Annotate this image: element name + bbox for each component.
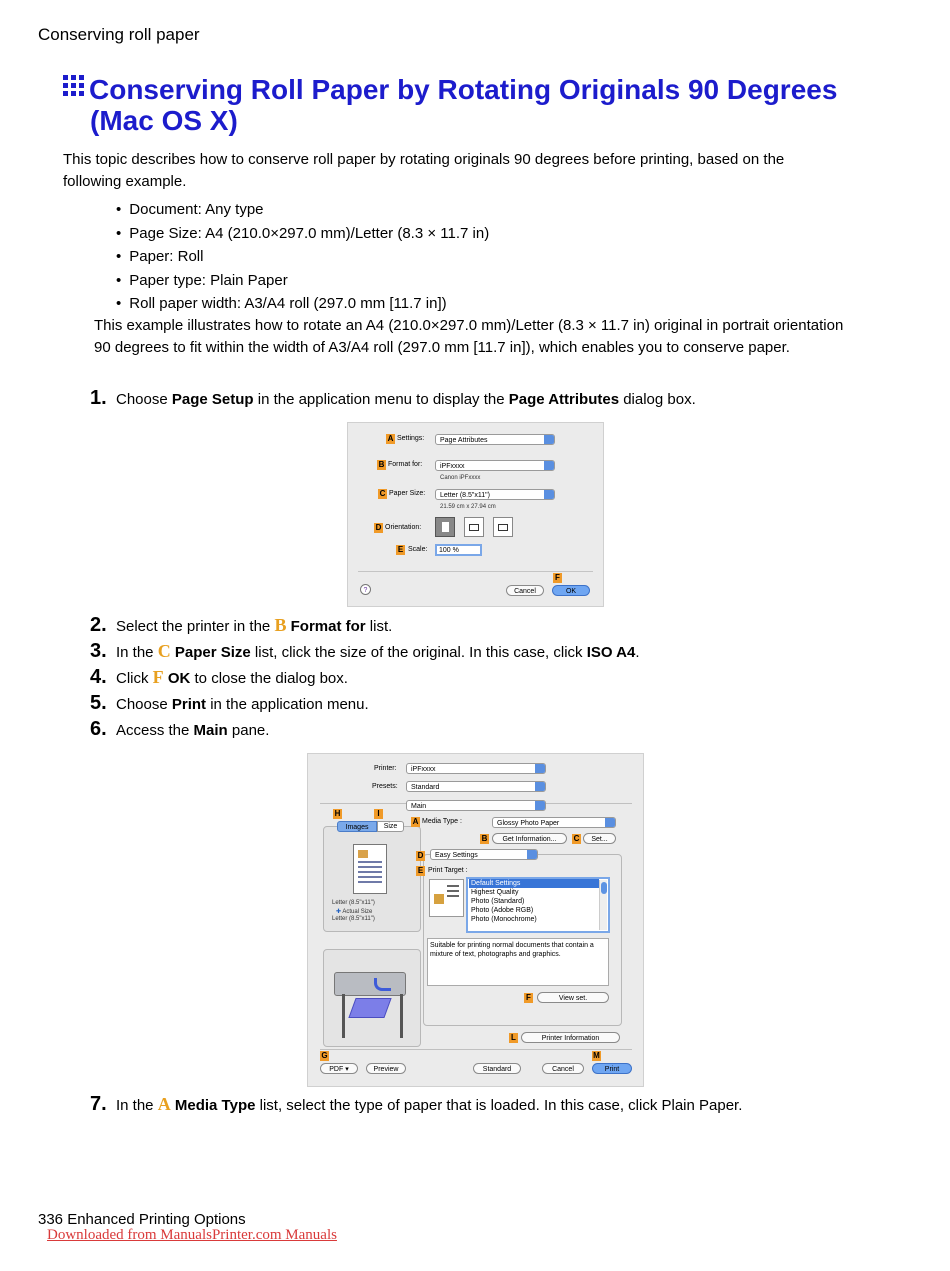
list-item: • Roll paper width: A3/A4 roll (297.0 mm [11.7 in])	[116, 292, 489, 316]
tab-size[interactable]: Size	[377, 821, 404, 832]
callout-m: M	[593, 1051, 600, 1060]
list-item[interactable]: Highest Quality	[471, 889, 519, 896]
view-set-button[interactable]: View set.	[537, 992, 609, 1003]
callout-l: L	[509, 1033, 518, 1043]
printer-illustration	[323, 949, 421, 1047]
target-preview-icon	[429, 879, 464, 917]
tab-images[interactable]: Images	[337, 821, 377, 832]
callout-f: F	[553, 573, 562, 583]
list-item[interactable]: Photo (Monochrome)	[471, 916, 537, 923]
callout-f: F	[524, 993, 533, 1003]
running-header: Conserving roll paper	[38, 25, 200, 44]
cancel-button[interactable]: Cancel	[506, 585, 544, 596]
list-item: • Paper type: Plain Paper	[116, 269, 489, 293]
page-attributes-dialog: A Settings: Page Attributes B Format for: iPFxxxx Canon iPFxxxx C Paper Size: Letter (8.5"x11") 21.59 cm x 27.94 cm D Orientation: E Scale: 100 % F ? Cancel OK	[347, 422, 604, 607]
callout-c: C	[573, 834, 580, 843]
intro-paragraph: This topic describes how to conserve roll paper by rotating originals 90 degrees before printing, based on the following example.	[63, 151, 785, 190]
callout-d: D	[417, 851, 424, 860]
title-line2: (Mac OS X)	[90, 105, 238, 136]
list-item: • Document: Any type	[116, 198, 489, 222]
title-line1: Conserving Roll Paper by Rotating Originals 90 Degrees	[89, 74, 838, 105]
callout-e: E	[397, 545, 404, 554]
divider	[320, 1049, 632, 1050]
easy-settings-select[interactable]: Easy Settings	[430, 849, 538, 860]
print-target-list[interactable]	[466, 877, 610, 933]
settings-select[interactable]: Page Attributes	[435, 434, 555, 445]
ok-button[interactable]: OK	[552, 585, 590, 596]
callout-c: C	[379, 489, 386, 498]
step-7: 7. In the A Media Type list, select the type of paper that is loaded. In this case, click Plain Paper.	[90, 1093, 743, 1115]
callout-i: I	[374, 809, 383, 819]
callout-e: E	[417, 866, 424, 875]
callout-a: A	[412, 817, 419, 826]
list-item[interactable]: Photo (Adobe RGB)	[471, 907, 534, 914]
callout-b: B	[481, 834, 488, 843]
callout-b: B	[378, 460, 385, 469]
page-title	[63, 74, 883, 136]
printer-information-button[interactable]: Printer Information	[521, 1032, 620, 1043]
pane-select[interactable]: Main	[406, 800, 546, 811]
pdf-button[interactable]: PDF ▾	[320, 1063, 358, 1074]
portrait-orientation-icon[interactable]	[435, 517, 455, 537]
divider	[358, 571, 593, 572]
landscape-right-orientation-icon[interactable]	[493, 517, 513, 537]
step-3: 3. In the C Paper Size list, click the size of the original. In this case, click ISO A4.	[90, 640, 640, 662]
callout-a: A	[387, 434, 394, 443]
cancel-button[interactable]: Cancel	[542, 1063, 584, 1074]
standard-button[interactable]: Standard	[473, 1063, 521, 1074]
help-button[interactable]: ?	[360, 584, 371, 595]
actual-size-label: ✚ Actual Size	[336, 909, 373, 915]
page-thumbnail	[353, 844, 387, 894]
list-item[interactable]: Photo (Standard)	[471, 898, 525, 905]
section-grid-icon	[63, 75, 85, 97]
set-button[interactable]: Set...	[583, 833, 616, 844]
paper-size-select[interactable]: Letter (8.5"x11")	[435, 489, 555, 500]
callout-h: H	[334, 809, 341, 818]
download-link[interactable]: Downloaded from ManualsPrinter.com Manuals	[47, 1227, 337, 1243]
list-item[interactable]: Default Settings	[469, 879, 599, 888]
list-item: • Paper: Roll	[116, 245, 489, 269]
printer-select[interactable]: iPFxxxx	[406, 763, 546, 774]
callout-d: D	[375, 523, 382, 532]
format-for-select[interactable]: iPFxxxx	[435, 460, 555, 471]
example-list	[116, 198, 489, 316]
description-box: Suitable for printing normal documents that contain a mixture of text, photographs and graphics.	[427, 938, 609, 986]
preview-button[interactable]: Preview	[366, 1063, 406, 1074]
print-dialog: Printer: iPFxxxx Presets: Standard Main H I Images Size Letter (8.5"x11") ✚ Actual Size Letter (8.5"x11") A Media Type : Glossy Photo Paper B Get Information... C Set... D Easy Settings E Print Target : Default Settings Highest Quality Photo (Standard) Photo (Adobe RGB) Photo (Monochrome) Suitable for printing normal documents that contain a mixture of text, photographs and graphics. F View set. L Printer Information G M PDF ▾ Preview Standard Cancel Print	[307, 753, 644, 1087]
list-item: • Page Size: A4 (210.0×297.0 mm)/Letter (8.3 × 11.7 in)	[116, 222, 489, 246]
landscape-left-orientation-icon[interactable]	[464, 517, 484, 537]
step-2: 2. Select the printer in the B Format for list.	[90, 614, 393, 636]
scale-input[interactable]: 100 %	[435, 544, 482, 556]
print-button[interactable]: Print	[592, 1063, 632, 1074]
media-type-select[interactable]: Glossy Photo Paper	[492, 817, 616, 828]
step-5: 5. Choose Print in the application menu.	[90, 692, 369, 714]
step-1: 1. Choose Page Setup in the application menu to display the Page Attributes dialog box.	[90, 387, 696, 409]
get-information-button[interactable]: Get Information...	[492, 833, 567, 844]
step-4: 4. Click F OK to close the dialog box.	[90, 666, 348, 688]
page-footer: 336 Enhanced Printing Options	[38, 1211, 246, 1228]
example-paragraph: This example illustrates how to rotate an A4 (210.0×297.0 mm)/Letter (8.3 × 11.7 in) original in portrait orientation 90 degrees to fit within the width of A3/A4 roll (297.0 mm [11.7 in]), which enables you to conserve paper.	[94, 317, 844, 356]
step-6: 6. Access the Main pane.	[90, 718, 270, 740]
presets-select[interactable]: Standard	[406, 781, 546, 792]
callout-g: G	[321, 1051, 328, 1060]
